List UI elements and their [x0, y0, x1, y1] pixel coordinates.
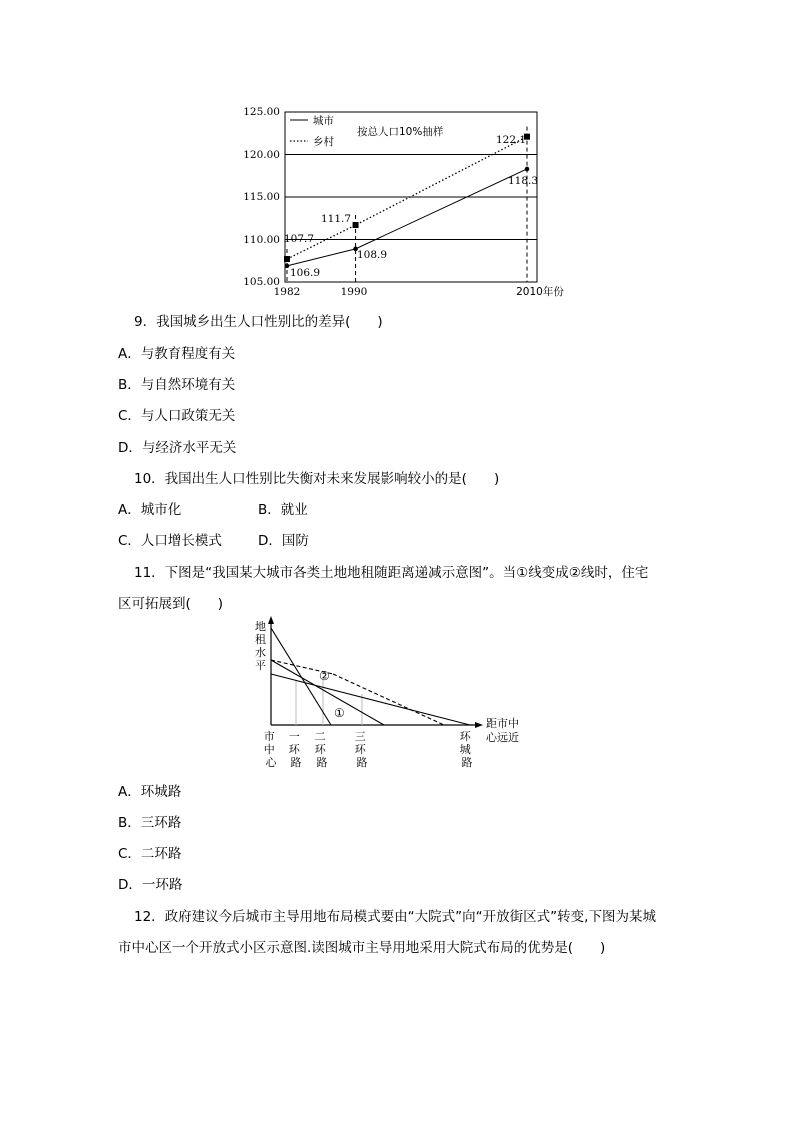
- y-tick-label: 110.00: [243, 234, 280, 246]
- q9-option-a[interactable]: A．与教育程度有关: [118, 346, 236, 362]
- sampling-note: 按总人口10%抽样: [357, 126, 444, 138]
- q9-option-b[interactable]: B．与自然环境有关: [118, 377, 236, 393]
- rural-value-label: 107.7: [284, 233, 315, 245]
- q11-stem-line-1: 11．下图是“我国某大城市各类土地地租随距离递减示意图”。当①线变成②线时，住宅: [134, 565, 649, 581]
- stop-label-ring-1: 一 环 路: [288, 730, 302, 769]
- city-value-label: 108.9: [357, 249, 388, 261]
- x-axis-arrow: [475, 722, 483, 728]
- q10-option-a[interactable]: A．城市化: [118, 502, 182, 518]
- x-tick-label: 2010年份: [516, 286, 564, 298]
- stop-label-ring-3: 三 环 路: [354, 730, 368, 769]
- q10-stem: 10．我国出生人口性别比失衡对未来发展影响较小的是( ): [134, 471, 500, 487]
- q12-stem-line-2: 市中心区一个开放式小区示意图.读图城市主导用地采用大院式布局的优势是( ): [118, 940, 606, 956]
- q9-option-d[interactable]: D．与经济水平无关: [118, 440, 237, 456]
- sex-ratio-line-chart: [230, 98, 580, 300]
- y-tick-label: 125.00: [243, 106, 280, 118]
- x-axis-label: 距市中 心远近: [486, 717, 519, 744]
- city-point: [525, 167, 530, 172]
- y-axis-label: 地 租 水 平: [255, 620, 266, 672]
- line-label-1: ①: [334, 706, 345, 720]
- q10-option-d[interactable]: D．国防: [258, 533, 309, 549]
- q11-option-b[interactable]: B．三环路: [118, 815, 182, 831]
- stop-label-beltway: 环 城 路: [459, 730, 473, 769]
- land-rent-diagram: [250, 614, 540, 772]
- rural-value-label: 122.1: [496, 134, 527, 146]
- q9-option-c[interactable]: C．与人口政策无关: [118, 408, 236, 424]
- y-tick-label: 120.00: [243, 149, 280, 161]
- city-point: [285, 264, 290, 269]
- rent-line-residential-2: [333, 674, 444, 725]
- x-tick-label: 1982: [273, 286, 301, 298]
- q11-option-a[interactable]: A．环城路: [118, 784, 182, 800]
- q9-stem: 9．我国城乡出生人口性别比的差异( ): [134, 314, 383, 330]
- legend-label-rural: 乡村: [313, 136, 334, 148]
- y-tick-label: 105.00: [243, 276, 280, 288]
- rural-value-label: 111.7: [321, 213, 352, 225]
- stop-label-ring-2: 二 环 路: [314, 730, 328, 769]
- rural-point: [353, 222, 359, 228]
- series-line-rural: [287, 137, 527, 259]
- q11-stem-line-2: 区可拓展到( ): [118, 596, 224, 612]
- stop-label-city-center: 市 中 心: [263, 730, 277, 769]
- q12-stem-line-1: 12．政府建议今后城市主导用地布局模式要由“大院式”向“开放街区式”转变,下图为某城: [134, 909, 656, 925]
- city-value-label: 106.9: [290, 267, 321, 279]
- q11-option-d[interactable]: D．一环路: [118, 877, 183, 893]
- line-label-2: ②: [319, 669, 330, 683]
- y-tick-label: 115.00: [243, 191, 280, 203]
- city-value-label: 118.3: [508, 175, 539, 187]
- rural-point: [284, 256, 290, 262]
- x-tick-label: 1990: [340, 286, 368, 298]
- q10-option-b[interactable]: B．就业: [258, 502, 308, 518]
- q11-option-c[interactable]: C．二环路: [118, 846, 182, 862]
- legend-label-city: 城市: [313, 115, 334, 127]
- q10-option-c[interactable]: C．人口增长模式: [118, 533, 222, 549]
